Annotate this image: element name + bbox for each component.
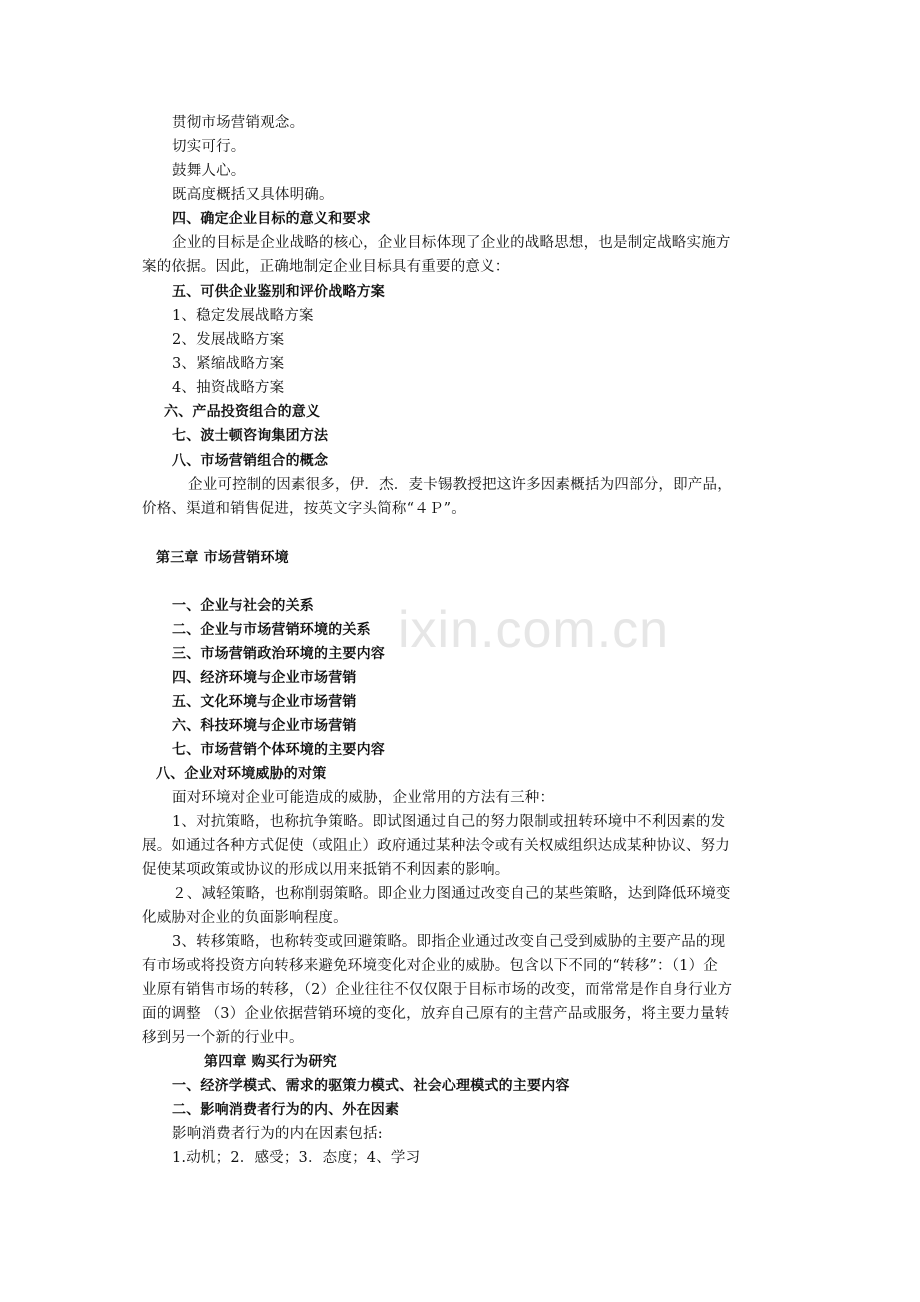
chapter-title: 第四章 购买行为研究	[204, 1054, 337, 1070]
text-line: 切实可行。	[172, 139, 246, 155]
section-heading: 七、波士顿咨询集团方法	[172, 428, 329, 444]
paragraph-line: 案的依据。因此，正确地制定企业目标具有重要的意义：	[142, 259, 510, 275]
watermark-text: ixin.com.cn	[398, 601, 670, 659]
section-heading: 一、经济学模式、需求的驱策力模式、社会心理模式的主要内容	[172, 1078, 570, 1094]
paragraph-line: 有市场或将投资方向转移来避免环境变化对企业的威胁。包含以下不同的“转移”：（1）企	[142, 958, 718, 974]
paragraph-line: 化威胁对企业的负面影响程度。	[142, 910, 348, 926]
paragraph-line: 1、对抗策略，也称抗争策略。即试图通过自己的努力限制或扭转环境中不利因素的发	[172, 814, 726, 830]
paragraph-line: 面对环境对企业可能造成的威胁，企业常用的方法有三种：	[172, 790, 555, 806]
section-heading: 八、市场营销组合的概念	[172, 453, 329, 469]
list-item: 2、发展战略方案	[172, 332, 285, 348]
paragraph-line: 业原有销售市场的转移，（2）企业往往不仅仅限于目标市场的改变，而常常是作自身行业方	[142, 982, 733, 998]
chapter-title: 第三章 市场营销环境	[156, 550, 289, 566]
list-item: 3、紧缩战略方案	[172, 356, 285, 372]
text-line: 既高度概括又具体明确。	[172, 187, 334, 203]
section-heading: 五、文化环境与企业市场营销	[172, 694, 357, 710]
paragraph-line: 价格、渠道和销售促进，按英文字头简称“４Ｐ”。	[142, 501, 466, 517]
section-heading: 五、可供企业鉴别和评价战略方案	[172, 284, 385, 300]
text-line: 鼓舞人心。	[172, 163, 246, 179]
section-heading: 二、影响消费者行为的内、外在因素	[172, 1102, 400, 1118]
section-heading: 三、市场营销政治环境的主要内容	[172, 646, 385, 662]
list-item: 1、稳定发展战略方案	[172, 308, 314, 324]
paragraph-line: 影响消费者行为的内在因素包括:	[172, 1126, 383, 1142]
text-line: 贯彻市场营销观念。	[172, 115, 305, 131]
section-heading: 二、企业与市场营销环境的关系	[172, 622, 371, 638]
paragraph-line: 3、转移策略，也称转变或回避策略。即指企业通过改变自己受到威胁的主要产品的现	[172, 934, 726, 950]
section-heading: 六、科技环境与企业市场营销	[172, 718, 357, 734]
list-item: 4、抽资战略方案	[172, 380, 285, 396]
paragraph-line: 移到另一个新的行业中。	[142, 1030, 304, 1046]
paragraph-line: 企业可控制的因素很多，伊．杰．麦卡锡教授把这许多因素概括为四部分，即产品，	[188, 477, 732, 493]
paragraph-line: 促使某项政策或协议的形成以用来抵销不利因素的影响。	[142, 862, 510, 878]
paragraph-line: 面的调整 （3）企业依据营销环境的变化，放弃自己原有的主营产品或服务，将主要力量转	[142, 1006, 730, 1022]
section-heading: 四、确定企业目标的意义和要求	[172, 211, 371, 227]
section-heading: 一、企业与社会的关系	[172, 598, 314, 614]
paragraph-line: ２、减轻策略，也称削弱策略。即企业力图通过改变自己的某些策略，达到降低环境变	[172, 886, 731, 902]
section-heading: 八、企业对环境威胁的对策	[156, 766, 327, 782]
section-heading: 六、产品投资组合的意义	[164, 404, 321, 420]
paragraph-line: 企业的目标是企业战略的核心，企业目标体现了企业的战略思想，也是制定战略实施方	[172, 235, 731, 251]
paragraph-line: 展。如通过各种方式促使（或阻止）政府通过某种法令或有关权威组织达成某种协议、努力	[142, 838, 730, 854]
paragraph-line: 1.动机；2．感受；3．态度；4、学习	[172, 1150, 421, 1166]
section-heading: 七、市场营销个体环境的主要内容	[172, 742, 385, 758]
section-heading: 四、经济环境与企业市场营销	[172, 670, 357, 686]
